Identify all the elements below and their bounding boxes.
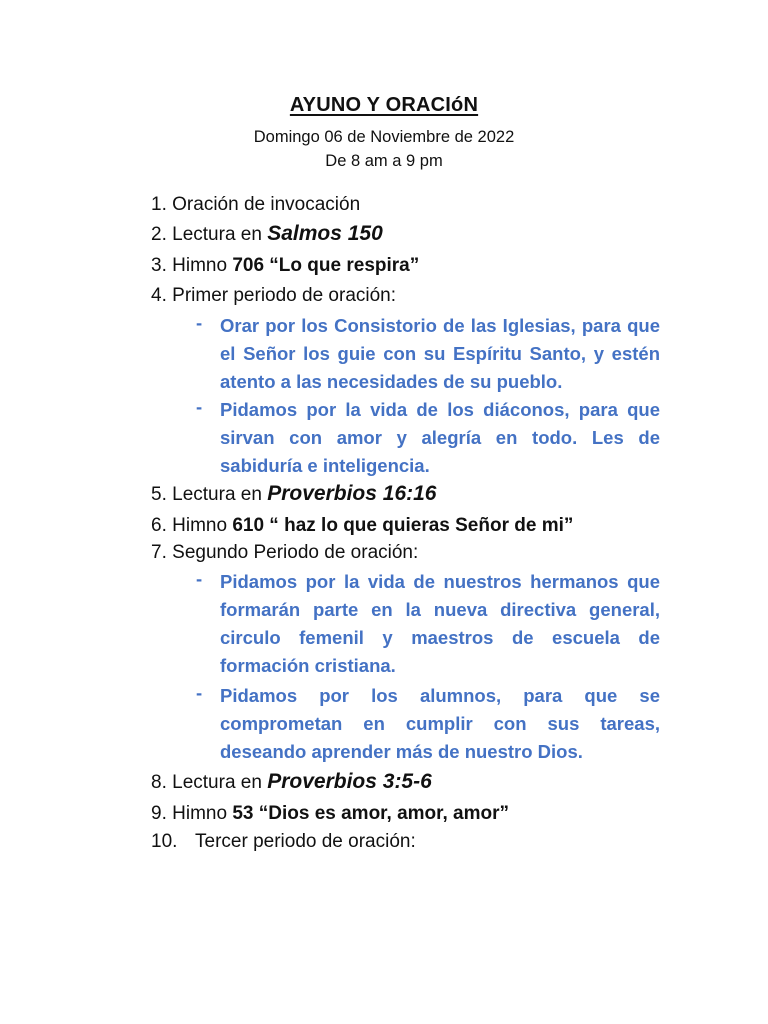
event-hours: De 8 am a 9 pm	[325, 152, 443, 170]
list-item-5: 5. Lectura en Proverbios 16:16	[151, 482, 437, 505]
scripture-reference: Proverbios 16:16	[267, 482, 437, 505]
hymn-reference: 53 “Dios es amor, amor, amor”	[232, 803, 510, 824]
hymn-reference: 706 “Lo que respira”	[232, 255, 420, 276]
list-item-7: 7. Segundo Periodo de oración:	[151, 542, 419, 563]
list-item-10: 10. Tercer periodo de oración:	[151, 831, 416, 852]
list-item-8: 8. Lectura en Proverbios 3:5-6	[151, 770, 432, 793]
scripture-reference: Proverbios 3:5-6	[267, 770, 432, 793]
list-item-9: 9. Himno 53 “Dios es amor, amor, amor”	[151, 803, 510, 824]
scripture-reference: Salmos 150	[267, 222, 383, 245]
event-date: Domingo 06 de Noviembre de 2022	[253, 128, 515, 146]
list-item-3: 3. Himno 706 “Lo que respira”	[151, 255, 420, 276]
document-page: AYUNO Y ORACIóN Domingo 06 de Noviembre de 2022 De 8 am a 9 pm 1. Oración de invocación 2. Lectura en Salmos 150 3. Himno 706 “Lo que respira” 4. Primer periodo de oración: - Orar por los Consistorio de las Iglesias, para que el Señor los guie con su Espíritu Santo, y estén atento a las necesidades de su pueblo. - Pidamos por la vida de los diáconos, para que sirvan con amor y alegría en todo. Les de sabiduría e inteligencia. 5. Lectura en Proverbios 16:16 6. Himno 610 “ haz lo que quieras Señor de mi” 7. Segundo Periodo de oración: - Pidamos por la vida de nuestros hermanos que formarán parte en la nueva directiva general, circulo femenil y maestros de escuela de formación cristiana. - Pidamos por los alumnos, para que se comprometan en cumplir con sus tareas, deseando aprender más de nuestro Dios. 8. Lectura en Proverbios 3:5-6 9. Himno 53 “Dios es amor, amor, amor” 10. Tercer periodo de oración:	[0, 0, 768, 1024]
list-item-1: 1. Oración de invocación	[151, 194, 361, 215]
list-item-4: 4. Primer periodo de oración:	[151, 285, 397, 306]
list-item-2: 2. Lectura en Salmos 150	[151, 222, 383, 245]
hymn-reference: 610 “ haz lo que quieras Señor de mi”	[232, 515, 574, 536]
list-item-6: 6. Himno 610 “ haz lo que quieras Señor de mi”	[151, 515, 574, 536]
page-title: AYUNO Y ORACIóN	[289, 94, 479, 116]
